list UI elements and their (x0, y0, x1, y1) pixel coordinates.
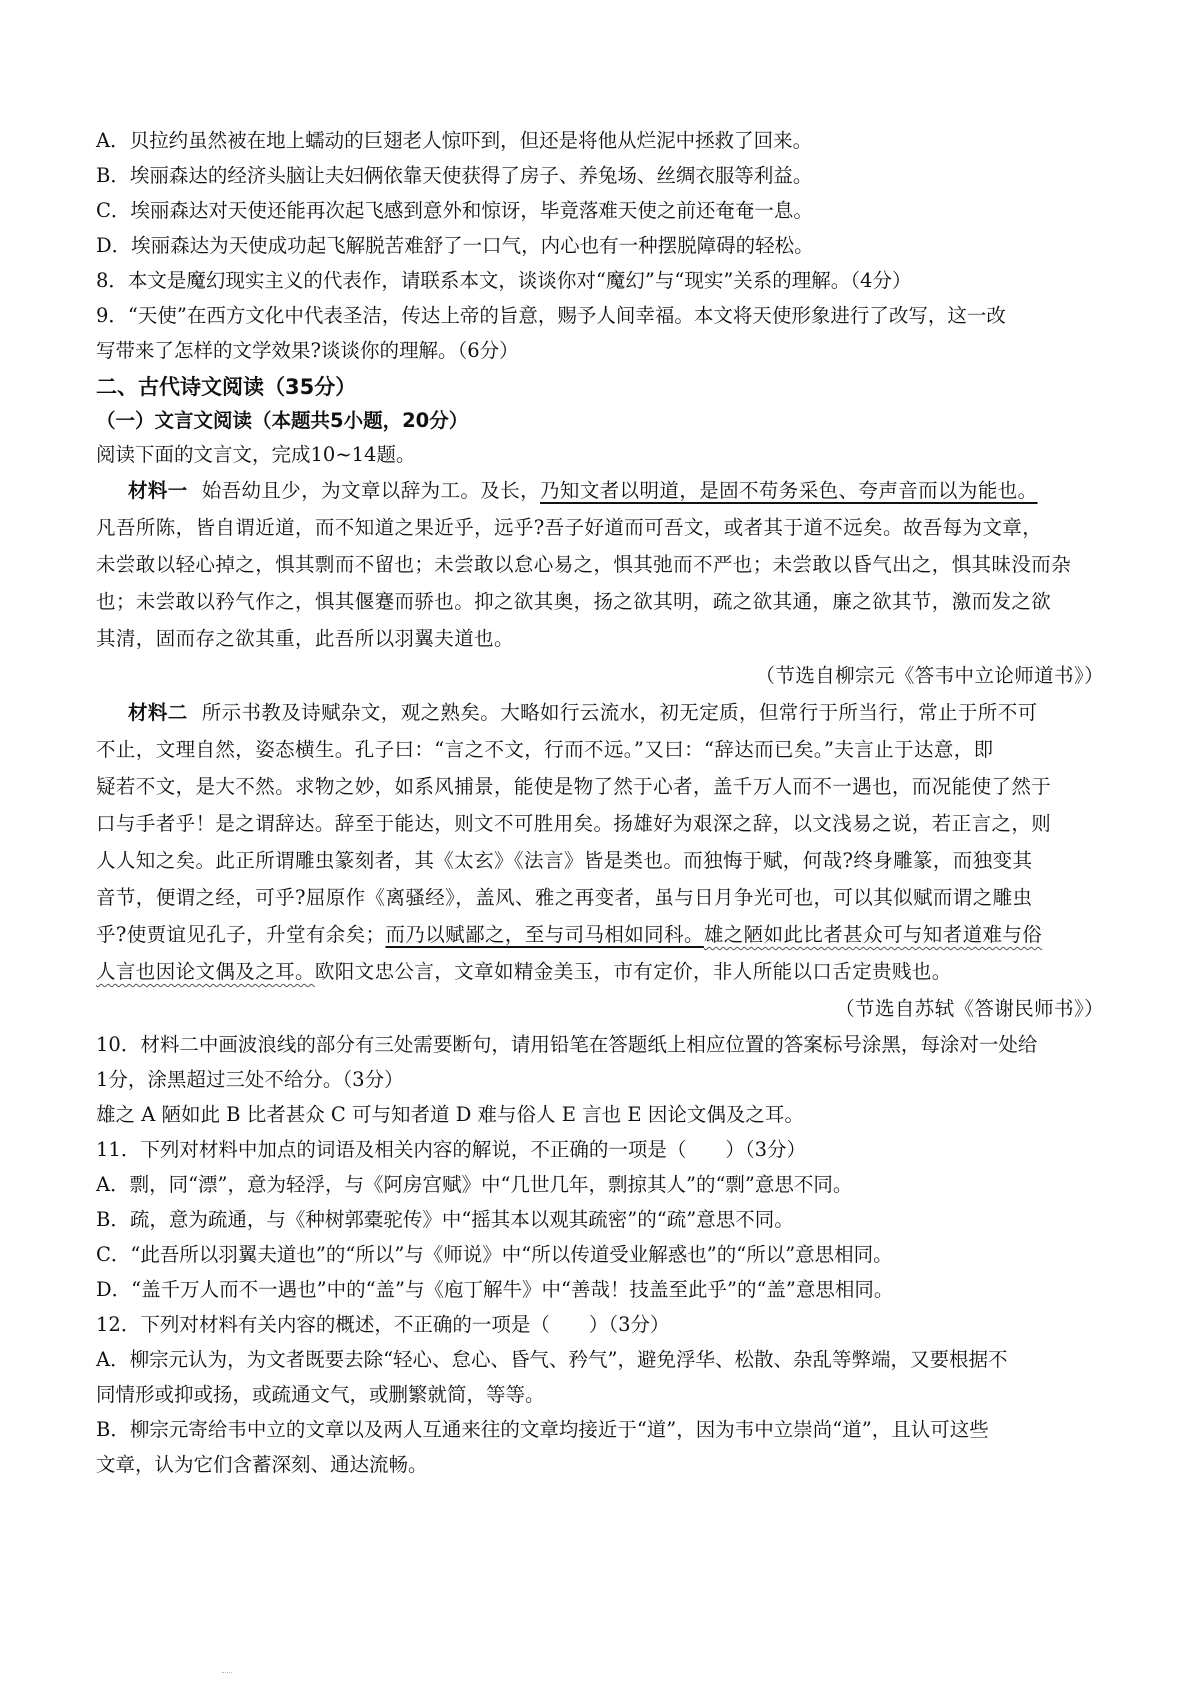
material2-line2: 不止，文理自然，姿态横生。孔子曰：“言之不文，行而不远。”又曰：“辞达而已矣。”夫言止于达意，即 (96, 738, 994, 761)
underlined-sentence-2: 而乃以赋鄙之，至与司马相如同科。 (385, 923, 704, 946)
q11-option-a: A．剽，同“漂”，意为轻浮，与《阿房宫赋》中“几世几年，剽掠其人”的“剽”意思不同。 (96, 1173, 853, 1196)
q12-option-b-line1: B．柳宗元寄给韦中立的文章以及两人互通来往的文章均接近于“道”，因为韦中立崇尚“道”，且认可这些 (96, 1418, 989, 1441)
q12-option-a-line2: 同情形或抑或扬，或疏通文气，或删繁就简，等等。 (96, 1383, 545, 1406)
q11-option-d: D．“盖千万人而不一遇也”中的“盖”与《庖丁解牛》中“善哉！技盖至此乎”的“盖”意思相同。 (96, 1278, 894, 1301)
section-title: 二、古代诗文阅读（35分） (96, 375, 357, 399)
material2-source: （节选自苏轼《答谢民师书》） (835, 997, 1104, 1020)
material2-line8: 人言也因论文偶及之耳。欧阳文忠公言，文章如精金美玉，市有定价，非人所能以口舌定贵贱也。 (96, 960, 952, 983)
material1-line3: 未尝敢以轻心掉之，惧其剽而不留也；未尝敢以怠心易之，惧其弛而不严也；未尝敢以昏气出之，惧其昧没而杂 (96, 553, 1072, 576)
subsection-title: （一）文言文阅读（本题共5小题，20分） (96, 409, 469, 432)
q7-option-d: D．埃丽森达为天使成功起飞解脱苦难舒了一口气，内心也有一种摆脱障碍的轻松。 (96, 234, 814, 257)
material2-line6: 音节，便谓之经，可乎?屈原作《离骚经》，盖风、雅之再变者，虽与日月争光可也，可以其似赋而谓之雕虫 (96, 886, 1033, 909)
wavy-line-passage-end: 人言也因论文偶及之耳。 (96, 960, 315, 983)
question-9-line2: 写带来了怎样的文学效果?谈谈你的理解。（6分） (96, 339, 519, 362)
material1-line2: 凡吾所陈，皆自谓近道，而不知道之果近乎，远乎?吾子好道而可吾文，或者其于道不远矣。故吾每为文章， (96, 516, 1043, 539)
q12-option-b-line2: 文章，认为它们含蓄深刻、通达流畅。 (96, 1453, 428, 1476)
reading-instruction: 阅读下面的文言文，完成10~14题。 (96, 443, 416, 466)
question-11-stem: 11．下列对材料中加点的词语及相关内容的解说，不正确的一项是（ ）（3分） (96, 1138, 806, 1161)
material2-line4: 口与手者乎！是之谓辞达。辞至于能达，则文不可胜用矣。扬雄好为艰深之辞，以文浅易之说，若正言之，则 (96, 812, 1052, 835)
material2-line5: 人人知之矣。此正所谓雕虫篆刻者，其《太玄》《法言》皆是类也。而独悔于赋，何哉?终身雕篆，而独变其 (96, 849, 1033, 872)
material1-line4: 也；未尝敢以矜气作之，惧其偃蹇而骄也。抑之欲其奥，扬之欲其明，疏之欲其通，廉之欲其节，激而发之欲 (96, 590, 1052, 613)
question-10-options: 雄之 A 陋如此 B 比者甚众 C 可与知者道 D 难与俗人 E 言也 E 因论文偶及之耳。 (96, 1103, 804, 1126)
q11-option-b: B．疏，意为疏通，与《种树郭橐驼传》中“摇其本以观其疏密”的“疏”意思不同。 (96, 1208, 794, 1231)
underlined-sentence: 乃知文者以明道，是固不苟务采色、夸声音而以为能也。 (540, 479, 1038, 502)
q11-option-c: C．“此吾所以羽翼夫道也”的“所以”与《师说》中“所以传道受业解惑也”的“所以”意思相同。 (96, 1243, 893, 1266)
q7-option-c: C．埃丽森达对天使还能再次起飞感到意外和惊讶，毕竟落难天使之前还奄奄一息。 (96, 199, 813, 222)
material1-line1: 材料一 始吾幼且少，为文章以辞为工。及长，乃知文者以明道，是固不苟务采色、夸声音而以为能也。 (128, 479, 1038, 502)
material1-line5: 其清，固而存之欲其重，此吾所以羽翼夫道也。 (96, 627, 514, 650)
material2-line3: 疑若不文，是大不然。求物之妙，如系风捕景，能使是物了然于心者，盖千万人而不一遇也，而况能使了然于 (96, 775, 1052, 798)
question-12-stem: 12．下列对材料有关内容的概述，不正确的一项是（ ）（3分） (96, 1313, 670, 1336)
material2-line1: 材料二 所示书教及诗赋杂文，观之熟矣。大略如行云流水，初无定质，但常行于所当行，常止于所不可 (128, 701, 1038, 724)
material1-source: （节选自柳宗元《答韦中立论师道书》） (755, 664, 1104, 687)
material2-label: 材料二 (128, 701, 188, 724)
question-10-line1: 10．材料二中画波浪线的部分有三处需要断句，请用铅笔在答题纸上相应位置的答案标号涂黑，每涂对一处给 (96, 1033, 1038, 1056)
footer-dot-mark (222, 1672, 232, 1676)
material1-label: 材料一 (128, 479, 188, 502)
question-9-line1: 9．“天使”在西方文化中代表圣洁，传达上帝的旨意，赐予人间幸福。本文将天使形象进行了改写，这一改 (96, 304, 1006, 327)
q7-option-a: A．贝拉约虽然被在地上蠕动的巨翅老人惊吓到，但还是将他从烂泥中拯救了回来。 (96, 129, 813, 152)
q7-option-b: B．埃丽森达的经济头脑让夫妇俩依靠天使获得了房子、养兔场、丝绸衣服等利益。 (96, 164, 813, 187)
material2-line7: 乎?使贾谊见孔子，升堂有余矣；而乃以赋鄙之，至与司马相如同科。雄之陋如此比者甚众可与知者道难与俗 (96, 923, 1043, 946)
question-8: 8．本文是魔幻现实主义的代表作，请联系本文，谈谈你对“魔幻”与“现实”关系的理解。（4分） (96, 269, 912, 292)
q12-option-a-line1: A．柳宗元认为，为文者既要去除“轻心、怠心、昏气、矜气”，避免浮华、松散、杂乱等弊端，又要根据不 (96, 1348, 1008, 1371)
wavy-line-passage: 雄之陋如此比者甚众可与知者道难与俗 (703, 923, 1043, 946)
question-10-line2: 1分，涂黑超过三处不给分。（3分） (96, 1068, 404, 1091)
